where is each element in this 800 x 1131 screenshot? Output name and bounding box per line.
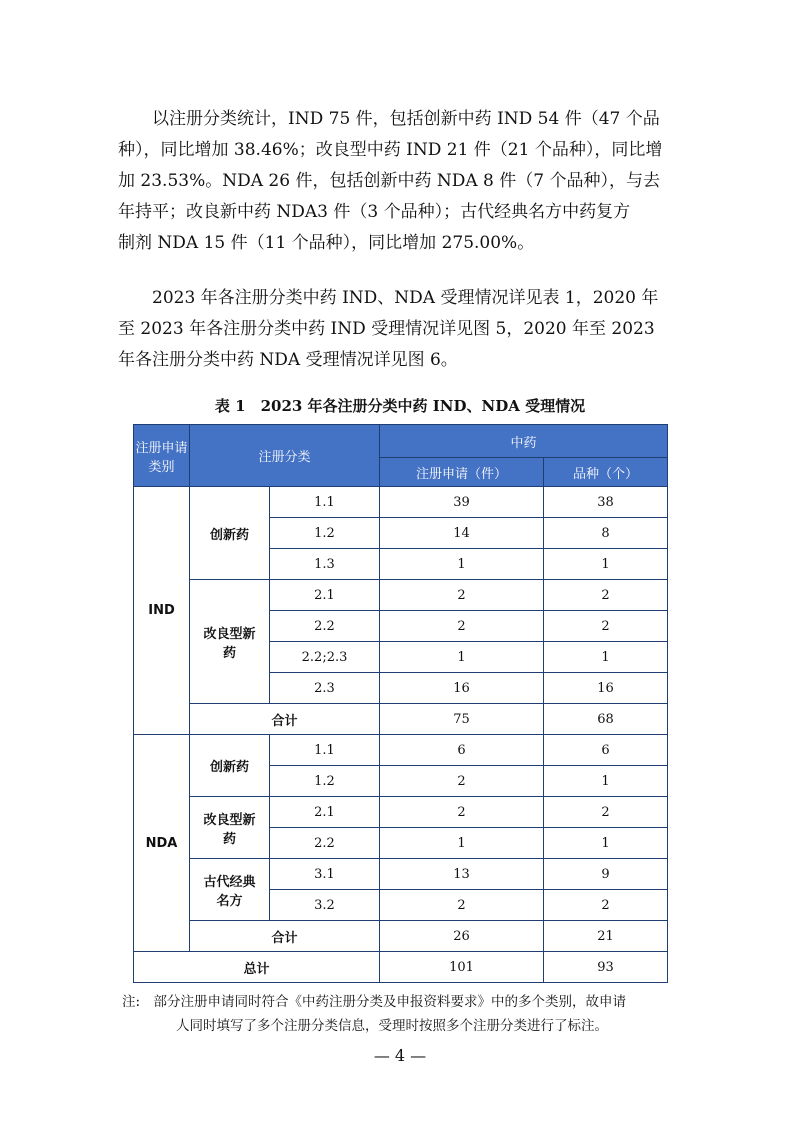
paragraph-line: 年持平；改良新中药 NDA3 件（3 个品种）；古代经典名方中药复方 (118, 202, 631, 222)
header-tcm: 中药 (380, 425, 668, 458)
total-row (134, 952, 668, 983)
cell-class: 3.2 (270, 890, 380, 921)
header-reg-class: 注册分类 (190, 425, 380, 487)
subtotal-applications: 75 (380, 704, 544, 735)
category-nda: NDA (134, 735, 190, 952)
cell-varieties: 1 (544, 828, 668, 859)
cell-applications: 6 (380, 735, 544, 766)
cell-class: 2.2 (270, 611, 380, 642)
cell-applications: 39 (380, 487, 544, 518)
total-varieties: 93 (544, 952, 668, 983)
table-row (134, 580, 668, 611)
total-applications: 101 (380, 952, 544, 983)
cell-varieties: 2 (544, 580, 668, 611)
note-line: 注: 部分注册申请同时符合《中药注册分类及申报资料要求》中的多个类别，故申请 (122, 994, 627, 1010)
cell-class: 1.1 (270, 487, 380, 518)
cell-applications: 2 (380, 797, 544, 828)
subtotal-row (134, 704, 668, 735)
subtotal-label: 合计 (190, 921, 380, 952)
header-category: 注册申请类别 (134, 425, 190, 487)
cell-varieties: 6 (544, 735, 668, 766)
subtotal-label: 合计 (190, 704, 380, 735)
cell-varieties: 1 (544, 766, 668, 797)
paragraph-line: 种），同比增加 38.46%；改良型中药 IND 21 件（21 个品种），同比增 (118, 140, 663, 160)
cell-varieties: 2 (544, 611, 668, 642)
cell-applications: 14 (380, 518, 544, 549)
registration-table (133, 424, 668, 983)
cell-class: 1.2 (270, 766, 380, 797)
cell-class: 1.1 (270, 735, 380, 766)
paragraph-line: 加 23.53%。NDA 26 件，包括创新中药 NDA 8 件（7 个品种），与去 (118, 171, 660, 191)
paragraph-table-reference (118, 283, 684, 376)
header-applications: 注册申请（件） (380, 458, 544, 487)
subtotal-row (134, 921, 668, 952)
paragraph-registration-stats (118, 104, 684, 259)
cell-applications: 16 (380, 673, 544, 704)
cell-varieties: 16 (544, 673, 668, 704)
cell-applications: 2 (380, 611, 544, 642)
subtotal-varieties: 21 (544, 921, 668, 952)
table-row (134, 859, 668, 890)
cell-applications: 1 (380, 642, 544, 673)
group-label: 古代经典名方 (190, 859, 270, 921)
table-row (134, 735, 668, 766)
subtotal-applications: 26 (380, 921, 544, 952)
group-label: 创新药 (190, 487, 270, 580)
group-label: 创新药 (190, 735, 270, 797)
cell-applications: 2 (380, 580, 544, 611)
paragraph-line: 以注册分类统计，IND 75 件，包括创新中药 IND 54 件（47 个品 (152, 109, 660, 129)
cell-class: 3.1 (270, 859, 380, 890)
group-label: 改良型新药 (190, 797, 270, 859)
paragraph-line: 2023 年各注册分类中药 IND、NDA 受理情况详见表 1，2020 年 (152, 288, 659, 308)
note-line: 人同时填写了多个注册分类信息，受理时按照多个注册分类进行了标注。 (176, 1018, 608, 1034)
cell-applications: 2 (380, 766, 544, 797)
cell-class: 2.2 (270, 828, 380, 859)
cell-applications: 1 (380, 828, 544, 859)
cell-varieties: 8 (544, 518, 668, 549)
cell-class: 2.3 (270, 673, 380, 704)
cell-varieties: 1 (544, 549, 668, 580)
table-row (134, 797, 668, 828)
cell-applications: 13 (380, 859, 544, 890)
header-varieties: 品种（个） (544, 458, 668, 487)
page-number: — 4 — (373, 1046, 427, 1065)
category-ind: IND (134, 487, 190, 735)
cell-varieties: 9 (544, 859, 668, 890)
total-label: 总计 (134, 952, 380, 983)
cell-varieties: 38 (544, 487, 668, 518)
cell-class: 2.2;2.3 (270, 642, 380, 673)
table-header-row (134, 425, 668, 458)
paragraph-line: 年各注册分类中药 NDA 受理情况详见图 6。 (118, 350, 458, 370)
cell-class: 2.1 (270, 580, 380, 611)
cell-class: 2.1 (270, 797, 380, 828)
group-label: 改良型新药 (190, 580, 270, 704)
cell-varieties: 2 (544, 890, 668, 921)
paragraph-line: 至 2023 年各注册分类中药 IND 受理情况详见图 5，2020 年至 2023 (118, 319, 655, 339)
cell-applications: 1 (380, 549, 544, 580)
table-row (134, 487, 668, 518)
cell-varieties: 1 (544, 642, 668, 673)
cell-class: 1.2 (270, 518, 380, 549)
paragraph-line: 制剂 NDA 15 件（11 个品种），同比增加 275.00%。 (118, 233, 535, 253)
cell-applications: 2 (380, 890, 544, 921)
subtotal-varieties: 68 (544, 704, 668, 735)
table-caption: 表 1 2023 年各注册分类中药 IND、NDA 受理情况 (214, 397, 586, 415)
cell-varieties: 2 (544, 797, 668, 828)
table-note (122, 990, 682, 1038)
cell-class: 1.3 (270, 549, 380, 580)
